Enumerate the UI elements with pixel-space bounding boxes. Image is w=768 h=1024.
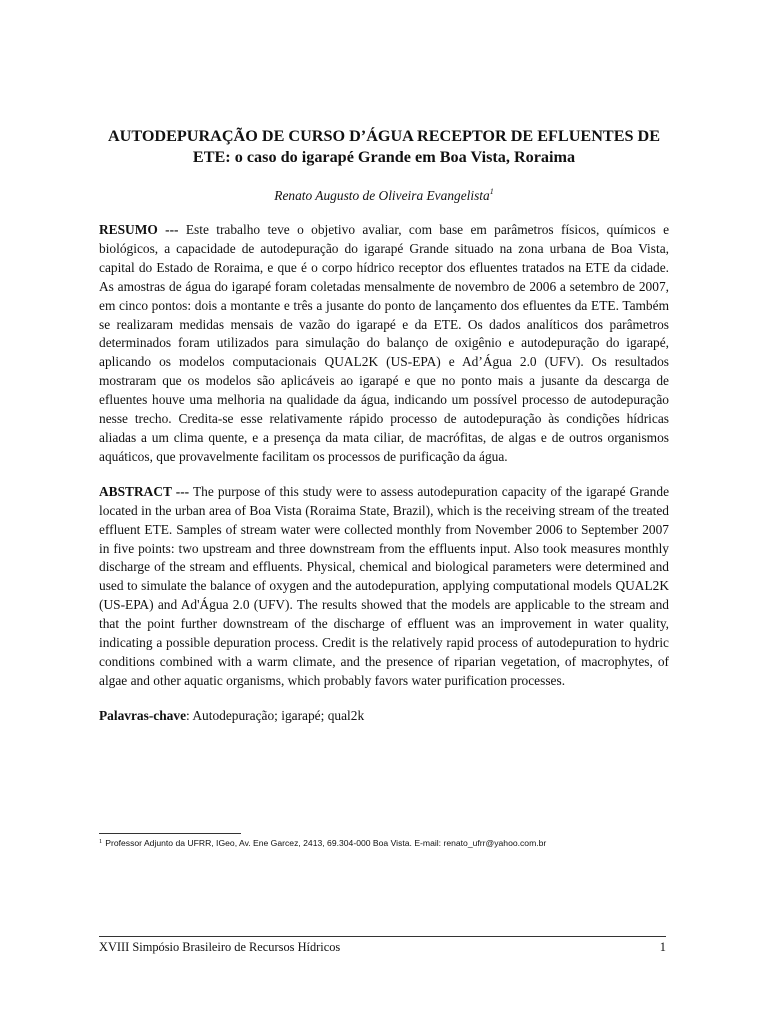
resumo-label: RESUMO ---	[99, 222, 179, 237]
footnote-mark: 1	[99, 838, 103, 845]
resumo-text: Este trabalho teve o objetivo avaliar, com base em parâmetros físicos, químicos e biológicos, a capacidade de autodepuração do igarapé Grande situado na zona urbana de Boa Vista, capital do Estado de Roraima, e que é o corpo hídrico receptor dos efluentes tratados na ETE da cidade. As amostras de água do igarapé foram coletadas mensalmente de novembro de 2006 a setembro de 2007, em cinco pontos: dois a montante e três a jusante do ponto de lançamento dos efluentes da ETE. Também se realizaram medidas mensais de vazão do igarapé e da ETE. Os dados analíticos dos parâmetros determinados foram utilizados para simulação do balanço de oxigênio e autodepuração do igarapé, aplicando os modelos computacionais QUAL2K (US-EPA) e Ad’Água 2.0 (UFV). Os resultados mostraram que os modelos são aplicáveis ao igarapé e que no ponto mais a jusante da descarga de efluentes houve uma melhoria na qualidade da água, indicando um possível processo de autodepuração nesse trecho. Credita-se esse relativamente rápido processo de autodepuração às condições hídricas aliadas a um clima quente, e a presença da mata ciliar, de macrófitas, de algas e de outros organismos aquáticos, que provavelmente facilitam os processos de purificação da água.	[99, 222, 670, 464]
author-name: Renato Augusto de Oliveira Evangelista	[274, 188, 490, 203]
title-line-1: AUTODEPURAÇÃO DE CURSO D’ÁGUA RECEPTOR DE EFLUENTES DE	[107, 127, 661, 145]
footer-conference: XVIII Simpósio Brasileiro de Recursos Hídricos	[99, 940, 341, 954]
keywords-label: Palavras-chave	[99, 707, 187, 723]
footnote-text: Professor Adjunto da UFRR, IGeo, Av. Ene Garcez, 2413, 69.304-000 Boa Vista. E-mail: renato_ufrr@yahoo.com.br	[105, 838, 547, 848]
abstract-label: ABSTRACT ---	[99, 483, 190, 499]
footer-page-number: 1	[659, 940, 666, 954]
keywords-text: : Autodepuração; igarapé; qual2k	[186, 707, 365, 723]
keywords-line	[99, 707, 669, 725]
footnote-divider	[99, 833, 241, 834]
abstract-text: The purpose of this study were to assess autodepuration capacity of the igarapé Grande located in the urban area of Boa Vista (Roraima State, Brazil), which is the receiving stream of the treated effluent ETE. Samples of stream water were collected monthly from November 2006 to September 2007 in five points: two upstream and three downstream from the effluents input. Also took measures monthly discharge of the stream and effluents. Physical, chemical and biological parameters were determined and used to simulate the balance of oxygen and the autodepuration, applying computational models QUAL2K (US-EPA) and Ad'Água 2.0 (UFV). The results showed that the models are applicable to the stream and that the point further downstream of the discharge of effluent was an improvement in water quality, indicating a possible depuration process. Credit is the relatively rapid process of autodepuration to hydric conditions combined with a warm climate, and the presence of riparian vegetation, of macrophytes, of algae and other aquatic organisms, which probably favors water purification processes.	[99, 483, 670, 688]
author-footnote-mark: 1	[489, 187, 494, 196]
footer-divider	[99, 936, 666, 937]
footnote	[99, 837, 669, 849]
title-line-2: ETE: o caso do igarapé Grande em Boa Vista, Roraima	[192, 148, 576, 166]
author-line	[99, 187, 669, 204]
paper-body	[99, 126, 669, 725]
abstract-paragraph	[99, 483, 669, 691]
resumo-paragraph	[99, 221, 669, 467]
paper-title	[99, 126, 669, 168]
